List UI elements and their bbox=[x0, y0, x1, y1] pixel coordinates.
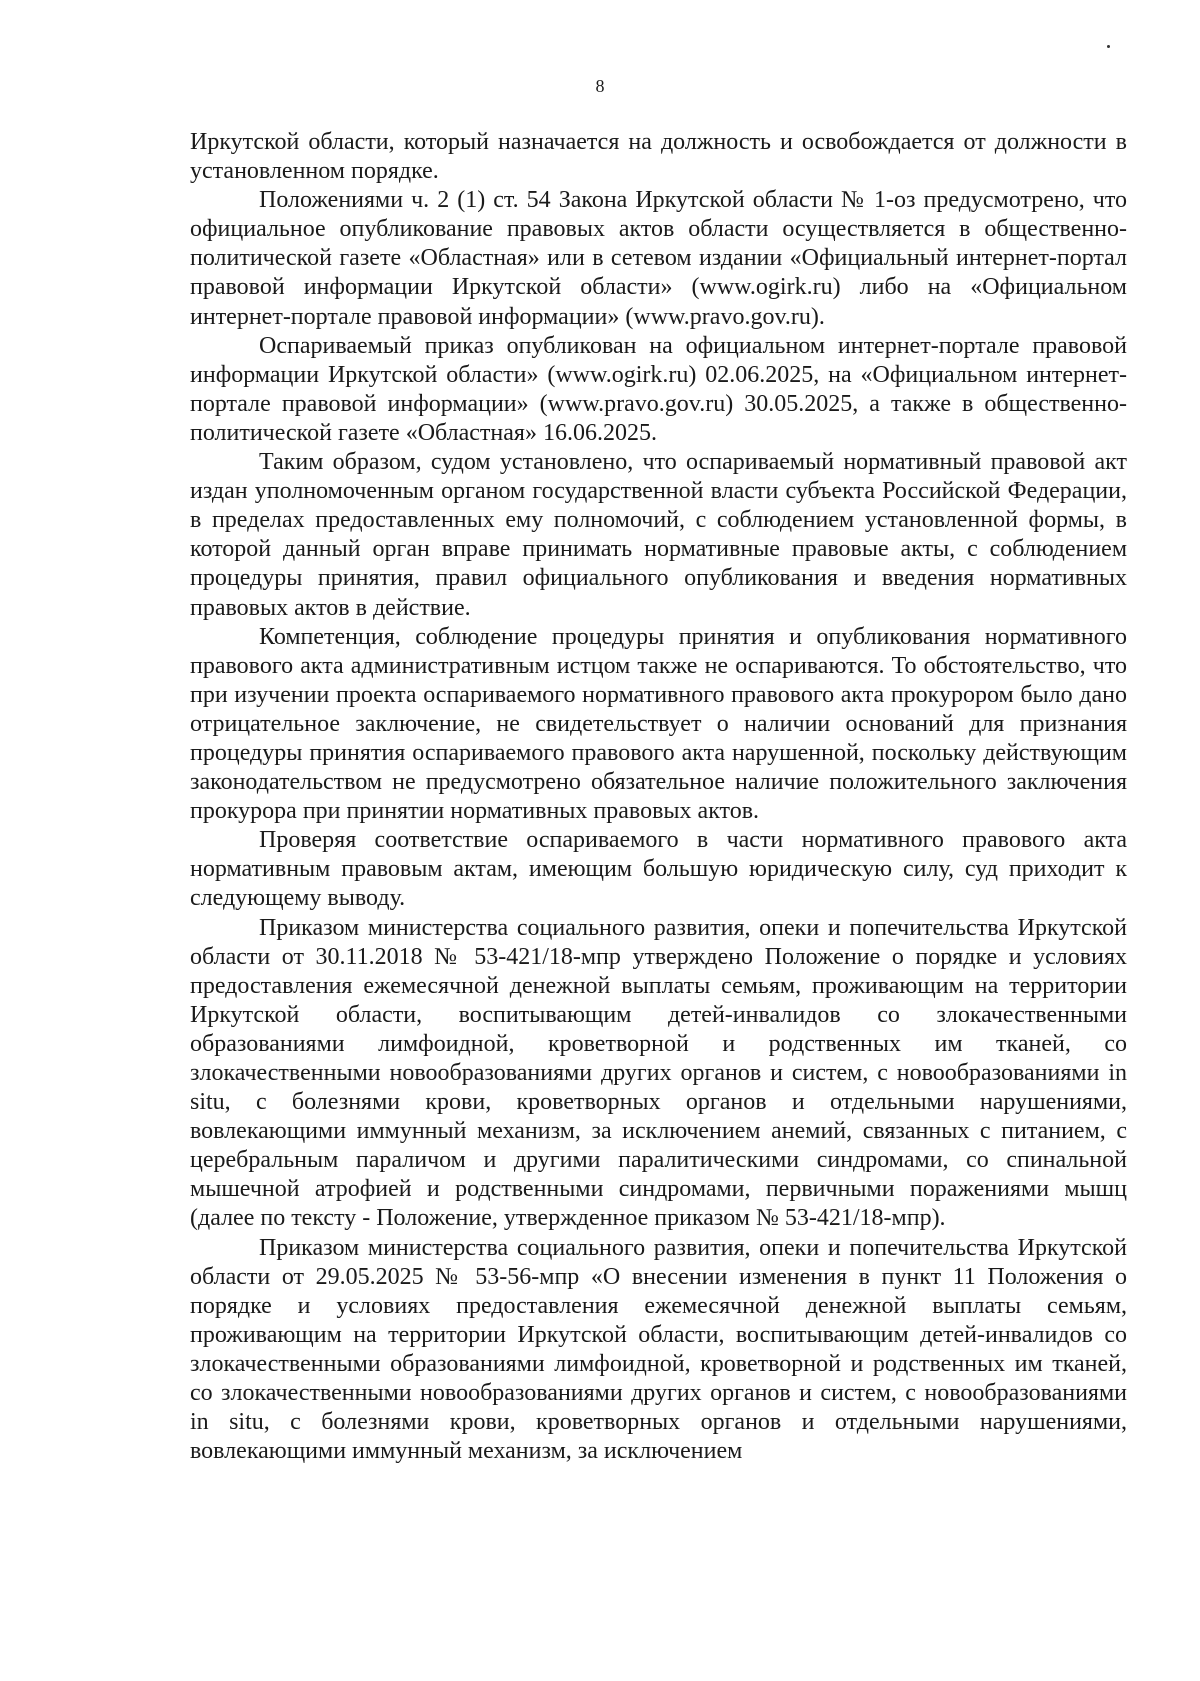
document-body bbox=[190, 128, 1127, 1466]
paragraph-court-finding: Таким образом, судом установлено, что оспариваемый нормативный правовой акт издан уполномоченным органом государственной власти субъекта Российской Федерации, в пределах предоставленных ему полномочий, с соблюдением установленной формы, в которой данный орган вправе принимать нормативные правовые акты, с соблюдением процедуры принятия, правил официального опубликования и введения нормативных правовых актов в действие. bbox=[190, 449, 1127, 621]
scan-speck bbox=[1107, 45, 1110, 48]
page-number: 8 bbox=[595, 76, 605, 96]
paragraph-publication-facts: Оспариваемый приказ опубликован на официальном интернет-портале правовой информации Иркутской области» (www.ogirk.ru) 02.06.2025, на «Официальном интернет-портале правовой информации» (www.pravo.gov.ru) 30.05.2025, а также в общественно-политической газете «Областная» 16.06.2025. bbox=[190, 332, 1127, 446]
paragraph-order-2018: Приказом министерства социального развития, опеки и попечительства Иркутской области от 30.11.2018 № 53-421/18-мпр утверждено Положение о порядке и условиях предоставления ежемесячной денежной выплаты семьям, проживающим на территории Иркутской области, воспитывающим детей-инвалидов со злокачественными образованиями лимфоидной, кроветворной и родственных им тканей, со злокачественными новообразованиями других органов и систем, с новообразованиями in situ, с болезнями крови, кроветворных органов и отдельными нарушениями, вовлекающими иммунный механизм, за исключением анемий, связанных с питанием, с церебральным параличом и другими паралитическими синдромами, со спинальной мышечной атрофией и родственными синдромами, первичными поражениями мышц (далее по тексту - Положение, утвержденное приказом № 53-421/18-мпр). bbox=[190, 914, 1127, 1232]
paragraph-order-2025: Приказом министерства социального развития, опеки и попечительства Иркутской области от 29.05.2025 № 53-56-мпр «О внесении изменения в пункт 11 Положения о порядке и условиях предоставления ежемесячной денежной выплаты семьям, проживающим на территории Иркутской области, воспитывающим детей-инвалидов со злокачественными образованиями лимфоидной, кроветворной и родственных им тканей, со злокачественными новообразованиями других органов и систем, с новообразованиями in situ, с болезнями крови, кроветворных органов и отдельными нарушениями, вовлекающими иммунный механизм, за исключением bbox=[190, 1234, 1127, 1465]
paragraph-continuation: Иркутской области, который назначается на должность и освобождается от должности в установленном порядке. bbox=[190, 129, 1127, 185]
paragraph-competence: Компетенция, соблюдение процедуры принятия и опубликования нормативного правового акта административным истцом также не оспариваются. То обстоятельство, что при изучении проекта оспариваемого нормативного правового акта прокурором было дано отрицательное заключение, не свидетельствует о наличии оснований для признания процедуры принятия оспариваемого правового акта нарушенной, поскольку действующим законодательством не предусмотрено обязательное наличие положительного заключения прокурора при принятии нормативных правовых актов. bbox=[190, 623, 1127, 825]
paragraph-verification: Проверяя соответствие оспариваемого в части нормативного правового акта нормативным правовым актам, имеющим большую юридическую силу, суд приходит к следующему выводу. bbox=[190, 827, 1127, 912]
paragraph-publication-rules: Положениями ч. 2 (1) ст. 54 Закона Иркутской области № 1-оз предусмотрено, что официальное опубликование правовых актов области осуществляется в общественно-политической газете «Областная» или в сетевом издании «Официальный интернет-портал правовой информации Иркутской области» (www.ogirk.ru) либо на «Официальном интернет-портале правовой информации» (www.pravo.gov.ru). bbox=[190, 187, 1127, 330]
